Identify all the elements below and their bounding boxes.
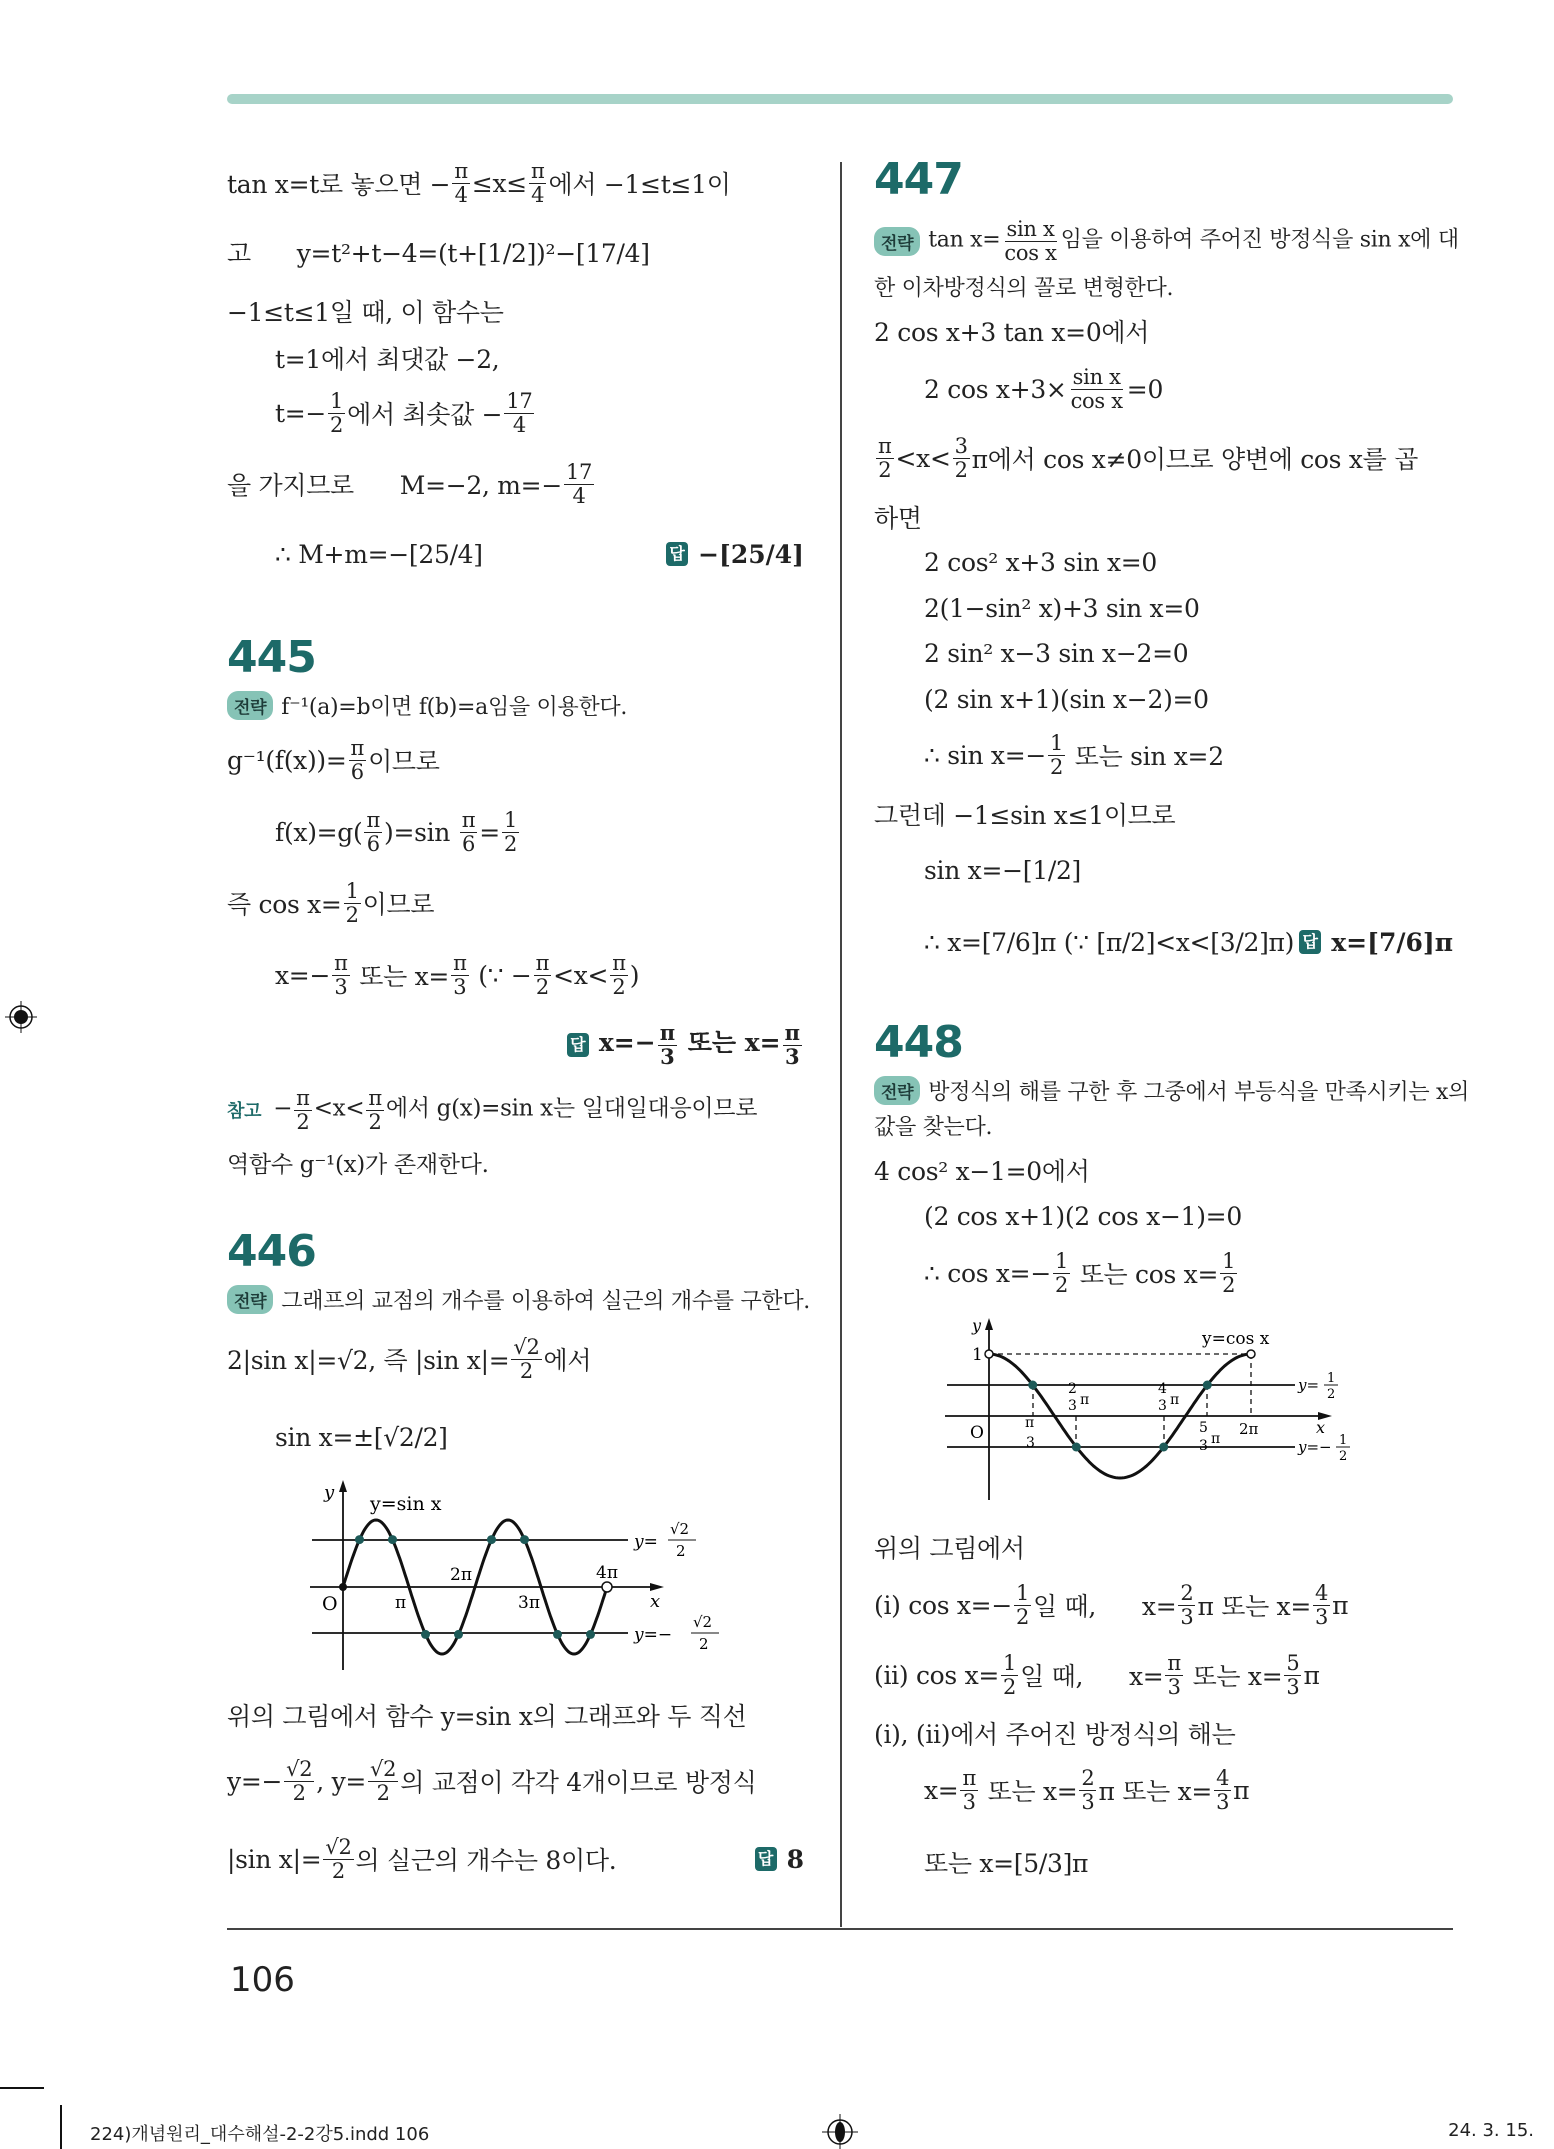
curve-label: y=cos x xyxy=(1202,1329,1270,1349)
text-line: t=− $\frac{1}{2}$ 에서 최솟값 − $\frac{17}{4}$ xyxy=(275,389,533,437)
strategy-line xyxy=(874,217,1459,265)
fraction: $\frac{\pi}{4}$ xyxy=(454,159,468,207)
intersection-point xyxy=(454,1630,463,1639)
cosine-graph xyxy=(920,1300,1400,1500)
lower-den: 2 xyxy=(1339,1449,1348,1464)
fraction: $\frac{√2}{2}$ xyxy=(370,1757,397,1805)
answer-value: x=[7/6]π xyxy=(1331,927,1453,957)
answer-badge: 답 xyxy=(1299,930,1321,954)
crop-mark xyxy=(0,2087,44,2089)
text-line: x=− $\frac{\pi}{3}$ 또는 x= $\frac{\pi}{3}$ (∵ − $\frac{\pi}{2}$ <x< $\frac{\pi}{2}$ ) xyxy=(275,951,640,999)
text-line: (2 cos x+1)(2 cos x−1)=0 xyxy=(924,1201,1242,1231)
fraction: $\frac{√2}{2}$ xyxy=(513,1335,540,1383)
intersection-point xyxy=(1072,1443,1081,1452)
text-line: 위의 그림에서 xyxy=(874,1534,1025,1563)
fraction: $\frac{\pi}{2}$ xyxy=(878,434,892,482)
upper-den: 2 xyxy=(1327,1387,1336,1402)
text-line: x= $\frac{\pi}{3}$ 또는 x= $\frac{2}{3}$ π 또는 x= $\frac{4}{3}$ π xyxy=(924,1766,1250,1814)
fraction: $\frac{17}{4}$ xyxy=(565,460,593,508)
tick-4-3-den: 3 xyxy=(1158,1398,1167,1414)
text-line: 2 cos x+3 tan x=0에서 xyxy=(874,318,1150,347)
text-line: 하면 xyxy=(874,504,922,533)
text-line: (2 sin x+1)(sin x−2)=0 xyxy=(924,684,1209,714)
one-label: 1 xyxy=(972,1345,983,1365)
text-line: −1≤t≤1일 때, 이 함수는 xyxy=(227,298,504,327)
lower-num: 1 xyxy=(1339,1433,1348,1448)
fraction: $\frac{\pi}{3}$ xyxy=(659,1020,676,1069)
lower-line-label: y=− xyxy=(634,1625,673,1645)
note-line xyxy=(227,1086,758,1134)
fraction: $\frac{\pi}{3}$ xyxy=(962,1766,976,1814)
y-arrow-icon xyxy=(339,1480,347,1492)
answer-badge: 답 xyxy=(666,542,688,566)
tick-pi-over-3-den: 3 xyxy=(1026,1435,1035,1451)
intersection-point xyxy=(388,1535,397,1544)
answer-value: x=− $\frac{\pi}{3}$ 또는 x= $\frac{\pi}{3}$ xyxy=(598,1020,800,1069)
strategy-badge: 전략 xyxy=(227,1285,273,1314)
sine-graph xyxy=(300,1470,740,1670)
fraction: $\frac{4}{3}$ xyxy=(1315,1581,1329,1629)
text-line: t=1에서 최댓값 −2, xyxy=(275,345,500,374)
fraction: $\frac{√2}{2}$ xyxy=(325,1835,352,1883)
fraction: $\frac{1}{2}$ xyxy=(503,808,517,856)
fraction: $\frac{\pi}{3}$ xyxy=(1167,1651,1181,1699)
top-decorative-bar xyxy=(227,94,1453,104)
lower-line-den: 2 xyxy=(699,1635,709,1653)
upper-line-label: y= xyxy=(634,1532,658,1552)
tick-label: 2π xyxy=(450,1565,472,1585)
fraction: $\frac{5}{3}$ xyxy=(1286,1651,1300,1699)
text-line: 2|sin x|=√2, 즉 |sin x|= $\frac{√2}{2}$ 에서 xyxy=(227,1335,592,1383)
lower-line-num: √2 xyxy=(693,1613,713,1631)
footer-filename: 224)개념원리_대수해설-2-2강5.indd 106 xyxy=(90,2124,430,2145)
answer-badge: 답 xyxy=(567,1033,589,1057)
text-line: 또는 x=[5/3]π xyxy=(924,1849,1089,1878)
crop-mark xyxy=(60,2105,62,2149)
text-line: 고 y=t²+t−4=(t+[1/2])²−[17/4] xyxy=(227,239,650,268)
intersection-point xyxy=(520,1535,529,1544)
problem-number-445: 445 xyxy=(227,632,316,683)
problem-number-446: 446 xyxy=(227,1226,316,1277)
text-line: 2 sin² x−3 sin x−2=0 xyxy=(924,638,1189,668)
fraction: $\frac{17}{4}$ xyxy=(506,389,533,437)
upper-line-den: 2 xyxy=(676,1542,686,1560)
tick-pi-over-3-num: π xyxy=(1025,1415,1035,1431)
fraction: $\frac{\pi}{2}$ xyxy=(368,1086,382,1134)
fraction: $\frac{\pi}{3}$ xyxy=(453,951,467,999)
intersection-point xyxy=(421,1630,430,1639)
answer-badge: 답 xyxy=(755,1847,777,1871)
open-endpoint xyxy=(602,1582,612,1592)
fraction: $\frac{1}{2}$ xyxy=(1222,1249,1236,1297)
strategy-badge: 전략 xyxy=(227,691,273,720)
text-line: ∴ sin x=− $\frac{1}{2}$ 또는 sin x=2 xyxy=(924,731,1224,779)
column-divider xyxy=(840,162,842,1927)
footer-date: 24. 3. 15. xyxy=(1448,2120,1534,2141)
y-arrow-icon xyxy=(985,1318,993,1330)
intersection-point xyxy=(355,1535,364,1544)
strategy-line xyxy=(874,1070,1469,1110)
text-line: g⁻¹(f(x))= $\frac{\pi}{6}$ 이므로 xyxy=(227,736,440,784)
fraction: $\frac{2}{3}$ xyxy=(1081,1766,1095,1814)
fraction: $\frac{\pi}{6}$ xyxy=(461,808,476,856)
text-line: (i), (ii)에서 주어진 방정식의 해는 xyxy=(874,1720,1236,1749)
problem-number-447: 447 xyxy=(874,154,963,205)
registration-mark-icon xyxy=(5,1001,37,1033)
fraction: $\frac{\pi}{4}$ xyxy=(530,159,545,207)
intersection-point xyxy=(1159,1443,1168,1452)
curve-label: y=sin x xyxy=(370,1493,442,1515)
tick-label: 4π xyxy=(596,1563,618,1583)
fraction: $\frac{√2}{2}$ xyxy=(286,1757,313,1805)
fraction: $\frac{\pi}{2}$ xyxy=(612,951,626,999)
text-line: 2 cos² x+3 sin x=0 xyxy=(924,547,1158,577)
text-line: 값을 찾는다. xyxy=(874,1114,993,1140)
text-line: 위의 그림에서 함수 y=sin x의 그래프와 두 직선 xyxy=(227,1702,747,1731)
fraction: $\frac{1}{2}$ xyxy=(330,389,344,437)
problem-number-448: 448 xyxy=(874,1017,963,1068)
text-line: ∴ cos x=− $\frac{1}{2}$ 또는 cos x= $\frac{1}{2}$ xyxy=(924,1249,1236,1297)
fraction: $\frac{1}{2}$ xyxy=(1050,731,1064,779)
fraction: $\frac{3}{2}$ xyxy=(954,434,968,482)
answer-box xyxy=(666,532,804,576)
text-line: (ii) cos x= $\frac{1}{2}$ 일 때, x= $\frac{\pi}{3}$ 또는 x= $\frac{5}{3}$ π xyxy=(874,1651,1320,1699)
fraction: $\frac{\text{sin x}}{\text{cos x}}$ xyxy=(1004,217,1057,265)
fraction: $\frac{1}{2}$ xyxy=(1003,1651,1017,1699)
fraction: $\frac{\pi}{6}$ xyxy=(366,808,380,856)
text-line: sin x=−[1/2] xyxy=(924,855,1082,885)
fraction: $\frac{1}{2}$ xyxy=(345,879,359,927)
text-line: 그런데 −1≤sin x≤1이므로 xyxy=(874,801,1176,830)
fraction: $\frac{\pi}{3}$ xyxy=(784,1020,800,1069)
answer-box xyxy=(1299,920,1453,964)
intersection-point xyxy=(553,1630,562,1639)
tick-label: 3π xyxy=(518,1593,540,1613)
fraction: $\frac{4}{3}$ xyxy=(1216,1766,1230,1814)
strategy-text: 방정식의 해를 구한 후 그중에서 부등식을 만족시키는 x의 xyxy=(928,1079,1470,1105)
x-axis-label: x xyxy=(650,1591,661,1612)
text-line: sin x=±[√2/2] xyxy=(275,1422,448,1452)
fraction: $\frac{2}{3}$ xyxy=(1180,1581,1194,1629)
text-line: 한 이차방정식의 꼴로 변형한다. xyxy=(874,275,1174,301)
text-line: $\frac{\pi}{2}$ <x< $\frac{3}{2}$ π에서 cos x≠0이므로 양변에 cos x를 곱 xyxy=(878,434,1419,482)
upper-line-num: √2 xyxy=(670,1520,690,1538)
text-line: 2(1−sin² x)+3 sin x=0 xyxy=(924,593,1200,623)
upper-line-label: y= xyxy=(1298,1376,1320,1394)
x-axis-label: x xyxy=(1316,1418,1326,1437)
text-line: 2 cos x+3× $\frac{\text{sin x}}{\text{cos x}}$ =0 xyxy=(924,365,1164,413)
text-line: 4 cos² x−1=0에서 xyxy=(874,1157,1090,1186)
intersection-point xyxy=(1028,1381,1037,1390)
strategy-text: f⁻¹(a)=b이면 f(b)=a임을 이용한다. xyxy=(281,694,628,720)
strategy-text: 그래프의 교점의 개수를 이용하여 실근의 개수를 구한다. xyxy=(281,1288,811,1314)
answer-box xyxy=(755,1837,804,1881)
fraction: $\frac{\pi}{3}$ xyxy=(334,951,348,999)
answer-box xyxy=(567,1020,804,1069)
fraction: $\frac{\pi}{2}$ xyxy=(296,1086,310,1134)
origin-dot xyxy=(339,1583,347,1591)
tick-5-3-pi: π xyxy=(1211,1431,1221,1447)
text-line: |sin x|= $\frac{√2}{2}$ 의 실근의 개수는 8이다. xyxy=(227,1835,617,1883)
text-line: (i) cos x=− $\frac{1}{2}$ 일 때, x= $\frac{2}{3}$ π 또는 x= $\frac{4}{3}$ π xyxy=(874,1581,1349,1629)
note-text: − $\frac{\pi}{2}$ <x< $\frac{\pi}{2}$ 에서 g(x)=sin x는 일대일대응이므로 xyxy=(273,1086,758,1134)
tick-2-3-num: 2 xyxy=(1068,1381,1077,1397)
tick-5-3-num: 5 xyxy=(1199,1420,1208,1436)
answer-value: 8 xyxy=(786,1844,804,1874)
x-arrow-icon xyxy=(650,1583,664,1591)
tick-label: π xyxy=(395,1593,407,1613)
fraction: $\frac{\pi}{6}$ xyxy=(350,736,365,784)
fraction: $\frac{1}{2}$ xyxy=(1015,1581,1030,1629)
strategy-line xyxy=(227,685,627,725)
open-endpoint xyxy=(985,1350,993,1358)
tick-4-3-num: 4 xyxy=(1158,1381,1167,1397)
tick-2-3-pi: π xyxy=(1080,1392,1090,1408)
text-line: ∴ M+m=−[25/4] xyxy=(275,539,483,569)
note-label: 참고 xyxy=(227,1101,262,1122)
text-line: tan x=t로 놓으면 − $\frac{\pi}{4}$ ≤x≤ $\frac{\pi}{4}$ 에서 −1≤t≤1이 xyxy=(227,159,731,207)
tick-4-3-pi: π xyxy=(1170,1392,1180,1408)
intersection-point xyxy=(487,1535,496,1544)
text-line: 을 가지므로 M=−2, m=− $\frac{17}{4}$ xyxy=(227,460,593,508)
intersection-point xyxy=(1203,1381,1212,1390)
origin-label: O xyxy=(970,1423,984,1443)
intersection-point xyxy=(586,1630,595,1639)
text-line: 즉 cos x= $\frac{1}{2}$ 이므로 xyxy=(227,879,435,927)
page-number: 106 xyxy=(230,1960,295,2000)
upper-num: 1 xyxy=(1327,1371,1336,1386)
tick-2-3-den: 3 xyxy=(1068,1398,1077,1414)
origin-label: O xyxy=(322,1593,338,1615)
open-endpoint xyxy=(1247,1350,1255,1358)
tick-2pi: 2π xyxy=(1239,1420,1259,1438)
strategy-text: tan x= $\frac{\text{sin x}}{\text{cos x}}$ 임을 이용하여 주어진 방정식을 sin x에 대 xyxy=(928,217,1459,265)
y-axis-label: y xyxy=(972,1316,982,1335)
text-line: ∴ x=[7/6]π (∵ [π/2]<x<[3/2]π) xyxy=(924,927,1295,957)
text-line: y=− $\frac{√2}{2}$ , y= $\frac{√2}{2}$ 의 교점이 각각 4개이므로 방정식 xyxy=(227,1757,757,1805)
tick-5-3-den: 3 xyxy=(1199,1438,1208,1454)
fraction: $\frac{\pi}{2}$ xyxy=(535,951,550,999)
text-line: 역함수 g⁻¹(x)가 존재한다. xyxy=(227,1151,489,1178)
fraction: $\frac{\text{sin x}}{\text{cos x}}$ xyxy=(1070,365,1123,413)
registration-mark-icon xyxy=(822,2114,858,2149)
text-line: f(x)=g( $\frac{\pi}{6}$ )=sin $\frac{\pi}{6}$ = $\frac{1}{2}$ xyxy=(275,808,517,856)
strategy-badge: 전략 xyxy=(874,1076,920,1105)
answer-value: −[25/4] xyxy=(698,539,804,569)
lower-line-label: y=− xyxy=(1298,1438,1332,1456)
bottom-rule xyxy=(227,1928,1453,1930)
strategy-line xyxy=(227,1279,810,1319)
fraction: $\frac{1}{2}$ xyxy=(1054,1249,1069,1297)
y-axis-label: y xyxy=(324,1482,335,1503)
strategy-badge: 전략 xyxy=(874,227,920,256)
